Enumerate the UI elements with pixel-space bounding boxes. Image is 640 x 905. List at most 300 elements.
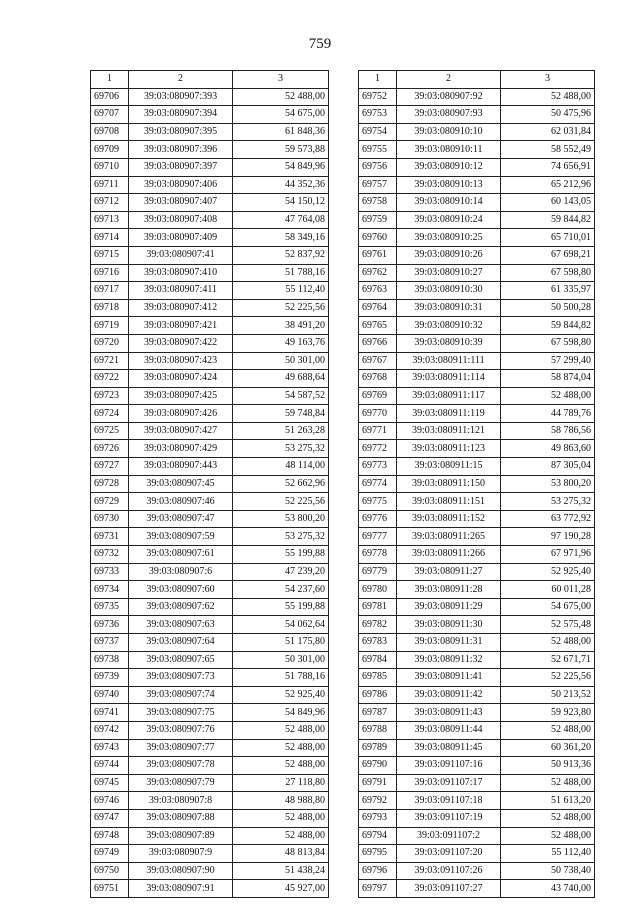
table-row <box>359 264 595 282</box>
cadastral-number-cell: 39:03:080907:6 <box>129 563 233 581</box>
cadastral-number-cell: 39:03:080910:10 <box>397 123 501 141</box>
cadastral-number-cell: 39:03:080907:412 <box>129 299 233 317</box>
value-cell: 58 349,16 <box>233 229 329 247</box>
table-row <box>91 528 329 546</box>
value-cell: 44 789,76 <box>501 405 595 423</box>
cadastral-number-cell: 39:03:080911:42 <box>397 686 501 704</box>
value-cell: 54 675,00 <box>501 598 595 616</box>
value-cell: 52 671,71 <box>501 651 595 669</box>
table-row <box>91 493 329 511</box>
cadastral-number-cell: 39:03:091107:20 <box>397 845 501 863</box>
row-number-cell: 69765 <box>359 317 397 335</box>
row-number-cell: 69754 <box>359 123 397 141</box>
table-row <box>91 757 329 775</box>
value-cell: 52 488,00 <box>501 387 595 405</box>
table-row <box>91 651 329 669</box>
row-number-cell: 69743 <box>91 739 129 757</box>
cadastral-number-cell: 39:03:080907:443 <box>129 458 233 476</box>
cadastral-number-cell: 39:03:080911:32 <box>397 651 501 669</box>
cadastral-number-cell: 39:03:080911:114 <box>397 370 501 388</box>
row-number-cell: 69714 <box>91 229 129 247</box>
value-cell: 53 275,32 <box>233 440 329 458</box>
table-row <box>91 510 329 528</box>
value-cell: 52 225,56 <box>233 493 329 511</box>
table-row <box>91 317 329 335</box>
cadastral-number-cell: 39:03:080911:151 <box>397 493 501 511</box>
cadastral-number-cell: 39:03:080907:63 <box>129 616 233 634</box>
table-row <box>359 634 595 652</box>
value-cell: 58 786,56 <box>501 422 595 440</box>
value-cell: 51 788,16 <box>233 264 329 282</box>
cadastral-number-cell: 39:03:080907:8 <box>129 792 233 810</box>
value-cell: 51 613,20 <box>501 792 595 810</box>
value-cell: 52 488,00 <box>501 721 595 739</box>
value-cell: 52 488,00 <box>501 774 595 792</box>
cadastral-number-cell: 39:03:080911:29 <box>397 598 501 616</box>
cadastral-number-cell: 39:03:080907:427 <box>129 422 233 440</box>
row-number-cell: 69712 <box>91 194 129 212</box>
row-number-cell: 69787 <box>359 704 397 722</box>
row-number-cell: 69744 <box>91 757 129 775</box>
row-number-cell: 69745 <box>91 774 129 792</box>
table-row <box>359 739 595 757</box>
row-number-cell: 69792 <box>359 792 397 810</box>
cadastral-number-cell: 39:03:080907:406 <box>129 176 233 194</box>
value-cell: 52 488,00 <box>233 757 329 775</box>
cadastral-number-cell: 39:03:080911:266 <box>397 546 501 564</box>
cadastral-number-cell: 39:03:080907:396 <box>129 141 233 159</box>
header-cell-1: 1 <box>359 71 397 89</box>
cadastral-number-cell: 39:03:080911:45 <box>397 739 501 757</box>
value-cell: 47 239,20 <box>233 563 329 581</box>
value-cell: 54 062,64 <box>233 616 329 634</box>
row-number-cell: 69763 <box>359 282 397 300</box>
row-number-cell: 69740 <box>91 686 129 704</box>
value-cell: 47 764,08 <box>233 211 329 229</box>
row-number-cell: 69760 <box>359 229 397 247</box>
row-number-cell: 69789 <box>359 739 397 757</box>
cadastral-number-cell: 39:03:080907:395 <box>129 123 233 141</box>
value-cell: 67 698,21 <box>501 246 595 264</box>
row-number-cell: 69739 <box>91 669 129 687</box>
cadastral-number-cell: 39:03:080907:74 <box>129 686 233 704</box>
row-number-cell: 69729 <box>91 493 129 511</box>
value-cell: 61 848,36 <box>233 123 329 141</box>
value-cell: 54 675,00 <box>233 106 329 124</box>
value-cell: 52 488,00 <box>501 827 595 845</box>
row-number-cell: 69771 <box>359 422 397 440</box>
table-row <box>359 194 595 212</box>
header-cell-2: 2 <box>129 71 233 89</box>
table-row <box>359 405 595 423</box>
row-number-cell: 69784 <box>359 651 397 669</box>
cadastral-number-cell: 39:03:080907:89 <box>129 827 233 845</box>
row-number-cell: 69708 <box>91 123 129 141</box>
cadastral-number-cell: 39:03:080911:121 <box>397 422 501 440</box>
table-row <box>91 387 329 405</box>
value-cell: 59 923,80 <box>501 704 595 722</box>
value-cell: 61 335,97 <box>501 282 595 300</box>
value-cell: 52 225,56 <box>501 669 595 687</box>
row-number-cell: 69791 <box>359 774 397 792</box>
value-cell: 51 263,28 <box>233 422 329 440</box>
row-number-cell: 69793 <box>359 809 397 827</box>
row-number-cell: 69796 <box>359 862 397 880</box>
cadastral-number-cell: 39:03:080907:65 <box>129 651 233 669</box>
value-cell: 51 788,16 <box>233 669 329 687</box>
row-number-cell: 69730 <box>91 510 129 528</box>
cadastral-number-cell: 39:03:080907:393 <box>129 88 233 106</box>
value-cell: 52 488,00 <box>233 827 329 845</box>
row-number-cell: 69769 <box>359 387 397 405</box>
cadastral-number-cell: 39:03:080907:422 <box>129 334 233 352</box>
table-row <box>91 546 329 564</box>
value-cell: 44 352,36 <box>233 176 329 194</box>
table-row <box>359 563 595 581</box>
row-number-cell: 69751 <box>91 880 129 898</box>
row-number-cell: 69780 <box>359 581 397 599</box>
table-row <box>359 422 595 440</box>
value-cell: 60 143,05 <box>501 194 595 212</box>
table-row <box>359 774 595 792</box>
value-cell: 54 849,96 <box>233 158 329 176</box>
table-row <box>359 282 595 300</box>
table-row <box>91 475 329 493</box>
header-cell-3: 3 <box>233 71 329 89</box>
row-number-cell: 69738 <box>91 651 129 669</box>
value-cell: 55 199,88 <box>233 546 329 564</box>
right-table-body <box>359 88 595 897</box>
row-number-cell: 69724 <box>91 405 129 423</box>
value-cell: 51 175,80 <box>233 634 329 652</box>
cadastral-number-cell: 39:03:080910:25 <box>397 229 501 247</box>
cadastral-number-cell: 39:03:080907:93 <box>397 106 501 124</box>
cadastral-number-cell: 39:03:080907:47 <box>129 510 233 528</box>
table-row <box>91 106 329 124</box>
row-number-cell: 69786 <box>359 686 397 704</box>
table-row <box>359 106 595 124</box>
cadastral-number-cell: 39:03:080911:119 <box>397 405 501 423</box>
row-number-cell: 69752 <box>359 88 397 106</box>
cadastral-number-cell: 39:03:080907:45 <box>129 475 233 493</box>
row-number-cell: 69723 <box>91 387 129 405</box>
cadastral-number-cell: 39:03:080911:152 <box>397 510 501 528</box>
value-cell: 59 573,88 <box>233 141 329 159</box>
cadastral-number-cell: 39:03:080907:88 <box>129 809 233 827</box>
value-cell: 53 275,32 <box>233 528 329 546</box>
table-row <box>91 176 329 194</box>
cadastral-number-cell: 39:03:080907:62 <box>129 598 233 616</box>
table-row <box>91 458 329 476</box>
value-cell: 52 925,40 <box>501 563 595 581</box>
cadastral-number-cell: 39:03:080907:77 <box>129 739 233 757</box>
table-row <box>359 493 595 511</box>
row-number-cell: 69717 <box>91 282 129 300</box>
table-row <box>359 880 595 898</box>
right-table <box>358 70 595 898</box>
row-number-cell: 69728 <box>91 475 129 493</box>
value-cell: 59 748,84 <box>233 405 329 423</box>
cadastral-number-cell: 39:03:080911:31 <box>397 634 501 652</box>
row-number-cell: 69742 <box>91 721 129 739</box>
value-cell: 43 740,00 <box>501 880 595 898</box>
cadastral-number-cell: 39:03:080907:394 <box>129 106 233 124</box>
row-number-cell: 69779 <box>359 563 397 581</box>
table-row <box>359 827 595 845</box>
value-cell: 45 927,00 <box>233 880 329 898</box>
cadastral-number-cell: 39:03:080911:28 <box>397 581 501 599</box>
row-number-cell: 69759 <box>359 211 397 229</box>
value-cell: 52 225,56 <box>233 299 329 317</box>
value-cell: 52 488,00 <box>233 739 329 757</box>
row-number-cell: 69734 <box>91 581 129 599</box>
table-row <box>91 616 329 634</box>
cadastral-number-cell: 39:03:080910:39 <box>397 334 501 352</box>
value-cell: 54 237,60 <box>233 581 329 599</box>
value-cell: 52 488,00 <box>501 88 595 106</box>
row-number-cell: 69719 <box>91 317 129 335</box>
table-row <box>91 264 329 282</box>
cadastral-number-cell: 39:03:080907:90 <box>129 862 233 880</box>
table-row <box>91 334 329 352</box>
table-row <box>91 845 329 863</box>
row-number-cell: 69773 <box>359 458 397 476</box>
cadastral-number-cell: 39:03:080911:117 <box>397 387 501 405</box>
table-row <box>359 581 595 599</box>
value-cell: 50 213,52 <box>501 686 595 704</box>
cadastral-number-cell: 39:03:080910:32 <box>397 317 501 335</box>
table-row <box>359 123 595 141</box>
value-cell: 55 112,40 <box>501 845 595 863</box>
row-number-cell: 69783 <box>359 634 397 652</box>
row-number-cell: 69711 <box>91 176 129 194</box>
row-number-cell: 69715 <box>91 246 129 264</box>
table-row <box>359 862 595 880</box>
cadastral-number-cell: 39:03:080907:426 <box>129 405 233 423</box>
value-cell: 52 662,96 <box>233 475 329 493</box>
value-cell: 50 913,36 <box>501 757 595 775</box>
table-row <box>359 246 595 264</box>
row-number-cell: 69753 <box>359 106 397 124</box>
table-row <box>359 475 595 493</box>
row-number-cell: 69748 <box>91 827 129 845</box>
table-row <box>91 704 329 722</box>
value-cell: 49 688,64 <box>233 370 329 388</box>
cadastral-number-cell: 39:03:080907:73 <box>129 669 233 687</box>
header-cell-3: 3 <box>501 71 595 89</box>
cadastral-number-cell: 39:03:080911:27 <box>397 563 501 581</box>
value-cell: 54 587,52 <box>233 387 329 405</box>
cadastral-number-cell: 39:03:091107:27 <box>397 880 501 898</box>
left-table-body <box>91 88 329 897</box>
cadastral-number-cell: 39:03:080910:14 <box>397 194 501 212</box>
table-row <box>359 704 595 722</box>
value-cell: 65 212,96 <box>501 176 595 194</box>
cadastral-number-cell: 39:03:080907:92 <box>397 88 501 106</box>
value-cell: 49 863,60 <box>501 440 595 458</box>
header-cell-1: 1 <box>91 71 129 89</box>
value-cell: 54 849,96 <box>233 704 329 722</box>
value-cell: 27 118,80 <box>233 774 329 792</box>
cadastral-number-cell: 39:03:080907:407 <box>129 194 233 212</box>
value-cell: 57 299,40 <box>501 352 595 370</box>
table-row <box>359 458 595 476</box>
row-number-cell: 69735 <box>91 598 129 616</box>
row-number-cell: 69726 <box>91 440 129 458</box>
row-number-cell: 69733 <box>91 563 129 581</box>
table-row <box>91 158 329 176</box>
value-cell: 53 800,20 <box>233 510 329 528</box>
table-row <box>91 827 329 845</box>
cadastral-number-cell: 39:03:080910:11 <box>397 141 501 159</box>
value-cell: 51 438,24 <box>233 862 329 880</box>
row-number-cell: 69768 <box>359 370 397 388</box>
value-cell: 55 112,40 <box>233 282 329 300</box>
table-row <box>91 123 329 141</box>
value-cell: 52 488,00 <box>501 634 595 652</box>
cadastral-number-cell: 39:03:091107:16 <box>397 757 501 775</box>
table-row <box>91 669 329 687</box>
table-row <box>91 88 329 106</box>
cadastral-number-cell: 39:03:080907:421 <box>129 317 233 335</box>
cadastral-number-cell: 39:03:080907:59 <box>129 528 233 546</box>
value-cell: 67 598,80 <box>501 334 595 352</box>
cadastral-number-cell: 39:03:080907:75 <box>129 704 233 722</box>
value-cell: 48 988,80 <box>233 792 329 810</box>
row-number-cell: 69756 <box>359 158 397 176</box>
row-number-cell: 69716 <box>91 264 129 282</box>
value-cell: 52 488,00 <box>233 88 329 106</box>
value-cell: 54 150,12 <box>233 194 329 212</box>
value-cell: 60 361,20 <box>501 739 595 757</box>
cadastral-number-cell: 39:03:091107:26 <box>397 862 501 880</box>
cadastral-number-cell: 39:03:080911:265 <box>397 528 501 546</box>
cadastral-number-cell: 39:03:091107:2 <box>397 827 501 845</box>
row-number-cell: 69709 <box>91 141 129 159</box>
table-row <box>91 282 329 300</box>
table-row <box>91 581 329 599</box>
table-row <box>359 352 595 370</box>
table-row <box>91 352 329 370</box>
row-number-cell: 69757 <box>359 176 397 194</box>
row-number-cell: 69755 <box>359 141 397 159</box>
cadastral-number-cell: 39:03:080911:30 <box>397 616 501 634</box>
value-cell: 50 475,96 <box>501 106 595 124</box>
table-row <box>359 546 595 564</box>
row-number-cell: 69731 <box>91 528 129 546</box>
table-row <box>91 686 329 704</box>
table-row <box>359 792 595 810</box>
cadastral-number-cell: 39:03:080907:79 <box>129 774 233 792</box>
table-row <box>359 721 595 739</box>
row-number-cell: 69749 <box>91 845 129 863</box>
row-number-cell: 69777 <box>359 528 397 546</box>
row-number-cell: 69727 <box>91 458 129 476</box>
row-number-cell: 69764 <box>359 299 397 317</box>
cadastral-number-cell: 39:03:080907:64 <box>129 634 233 652</box>
cadastral-number-cell: 39:03:080907:46 <box>129 493 233 511</box>
cadastral-number-cell: 39:03:080907:410 <box>129 264 233 282</box>
row-number-cell: 69736 <box>91 616 129 634</box>
cadastral-number-cell: 39:03:080907:424 <box>129 370 233 388</box>
row-number-cell: 69722 <box>91 370 129 388</box>
value-cell: 60 011,28 <box>501 581 595 599</box>
value-cell: 48 114,00 <box>233 458 329 476</box>
table-row <box>359 141 595 159</box>
cadastral-number-cell: 39:03:080910:31 <box>397 299 501 317</box>
value-cell: 87 305,04 <box>501 458 595 476</box>
value-cell: 67 598,80 <box>501 264 595 282</box>
table-row <box>359 317 595 335</box>
value-cell: 55 199,88 <box>233 598 329 616</box>
value-cell: 59 844,82 <box>501 317 595 335</box>
table-row <box>359 757 595 775</box>
table-row <box>359 669 595 687</box>
table-row <box>91 141 329 159</box>
cadastral-number-cell: 39:03:080910:27 <box>397 264 501 282</box>
cadastral-number-cell: 39:03:080907:78 <box>129 757 233 775</box>
table-row <box>91 774 329 792</box>
row-number-cell: 69707 <box>91 106 129 124</box>
table-row <box>359 598 595 616</box>
cadastral-number-cell: 39:03:080911:44 <box>397 721 501 739</box>
row-number-cell: 69741 <box>91 704 129 722</box>
cadastral-number-cell: 39:03:091107:17 <box>397 774 501 792</box>
value-cell: 50 738,40 <box>501 862 595 880</box>
table-row <box>359 211 595 229</box>
row-number-cell: 69706 <box>91 88 129 106</box>
cadastral-number-cell: 39:03:080907:9 <box>129 845 233 863</box>
row-number-cell: 69772 <box>359 440 397 458</box>
table-row <box>359 229 595 247</box>
table-row <box>359 299 595 317</box>
header-row <box>91 71 329 89</box>
row-number-cell: 69781 <box>359 598 397 616</box>
cadastral-number-cell: 39:03:080907:60 <box>129 581 233 599</box>
value-cell: 48 813,84 <box>233 845 329 863</box>
cadastral-number-cell: 39:03:091107:19 <box>397 809 501 827</box>
table-row <box>359 387 595 405</box>
table-row <box>359 845 595 863</box>
row-number-cell: 69713 <box>91 211 129 229</box>
table-row <box>91 405 329 423</box>
table-row <box>91 880 329 898</box>
row-number-cell: 69762 <box>359 264 397 282</box>
row-number-cell: 69770 <box>359 405 397 423</box>
cadastral-number-cell: 39:03:080911:43 <box>397 704 501 722</box>
page-number: 759 <box>308 36 332 52</box>
value-cell: 52 925,40 <box>233 686 329 704</box>
row-number-cell: 69737 <box>91 634 129 652</box>
table-row <box>91 721 329 739</box>
value-cell: 65 710,01 <box>501 229 595 247</box>
row-number-cell: 69774 <box>359 475 397 493</box>
cadastral-number-cell: 39:03:080910:26 <box>397 246 501 264</box>
row-number-cell: 69766 <box>359 334 397 352</box>
cadastral-number-cell: 39:03:080907:411 <box>129 282 233 300</box>
cadastral-number-cell: 39:03:080907:425 <box>129 387 233 405</box>
value-cell: 52 488,00 <box>501 809 595 827</box>
row-number-cell: 69790 <box>359 757 397 775</box>
table-row <box>91 229 329 247</box>
cadastral-number-cell: 39:03:080910:24 <box>397 211 501 229</box>
table-row <box>359 158 595 176</box>
table-row <box>91 598 329 616</box>
row-number-cell: 69797 <box>359 880 397 898</box>
value-cell: 58 552,49 <box>501 141 595 159</box>
table-row <box>91 299 329 317</box>
row-number-cell: 69794 <box>359 827 397 845</box>
